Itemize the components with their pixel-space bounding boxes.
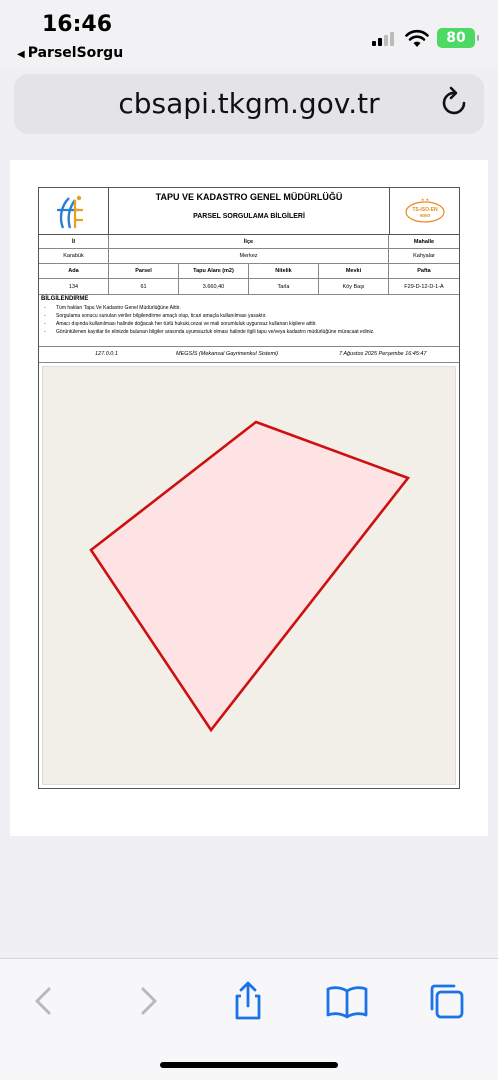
footer-system: MEGSİS (Mekansal Gayrimenkul Sistemi) xyxy=(176,351,279,357)
parcel-map-svg xyxy=(43,367,457,786)
report-footer xyxy=(39,347,459,363)
value-pafta: F29-D-12-D-1-A xyxy=(404,283,444,290)
tabs-icon[interactable] xyxy=(424,979,468,1023)
bookmarks-icon[interactable] xyxy=(325,979,369,1023)
value-nitelik: Tarla xyxy=(249,279,319,294)
header-tapu-alani: Tapu Alanı (m2) xyxy=(179,264,249,278)
info-section: BİLGİLENDİRME - Tüm hakları Tapu Ve Kadastro Genel Müdürlüğüne Aittir. - Sorgulama sonucu sunulan veriler bilgilendirme amaçlı olup, ticari amaçla kullanılması yasaktır. - Amacı dışında kullanılması halinde doğacak her türlü hukuki,cezai ve mali sorumluluk uygunsuz kullanan kişilere aittir. - Görüntülenen kayıtlar ile elinizde bulunan bilgiler arasında uyumsuzluk olması halinde ilgili tapu ve/veya kadastro müdürlüğüne müracaat ediniz. xyxy=(39,295,459,347)
share-icon[interactable] xyxy=(226,979,270,1023)
back-to-app-link[interactable] xyxy=(17,45,123,61)
home-indicator[interactable] xyxy=(160,1062,338,1068)
value-mahalle: Kahyalar xyxy=(413,253,435,259)
parcel-value-row xyxy=(39,279,459,295)
reload-icon[interactable] xyxy=(440,86,470,120)
location-header-row xyxy=(39,235,459,249)
parcel-polygon[interactable] xyxy=(91,422,408,730)
header-mahalle: Mahalle xyxy=(413,238,435,245)
value-ada: 134 xyxy=(39,279,109,294)
header-il: İl xyxy=(39,235,109,248)
header-ada: Ada xyxy=(39,264,109,278)
header-nitelik: Nitelik xyxy=(249,264,319,278)
battery-indicator: 80 xyxy=(437,28,475,48)
value-tapu-alani: 3.660,40 xyxy=(179,279,249,294)
header-pafta: Pafta xyxy=(417,268,431,274)
iso-seal-icon xyxy=(390,188,460,235)
tkgm-logo-icon xyxy=(39,188,109,235)
report-header xyxy=(39,188,459,235)
wifi-icon xyxy=(405,28,429,48)
back-icon[interactable] xyxy=(22,979,66,1023)
value-parsel: 61 xyxy=(109,279,179,294)
back-app-label: ParselSorgu xyxy=(27,45,124,61)
seal-text-1: TS-ISO-EN xyxy=(412,207,438,213)
footer-ip: 127.0.0.1 xyxy=(95,351,118,357)
value-ilce: Merkez xyxy=(109,249,389,263)
info-title: BİLGİLENDİRME xyxy=(41,296,89,302)
header-mevki: Mevki xyxy=(319,264,389,278)
parcel-header-row xyxy=(39,264,459,279)
value-mevki: Köy Başı xyxy=(319,279,389,294)
report-subtitle: PARSEL SORGULAMA BİLGİLERİ xyxy=(193,213,305,220)
location-value-row xyxy=(39,249,459,264)
tkgm-logo xyxy=(39,188,109,235)
value-il: Karabük xyxy=(39,249,109,263)
forward-icon[interactable] xyxy=(126,979,170,1023)
back-triangle-icon: ◀ xyxy=(17,49,25,60)
header-ilce: İlçe xyxy=(109,235,389,248)
url-text: cbsapi.tkgm.gov.tr xyxy=(118,87,380,120)
iso-seal xyxy=(389,188,459,235)
address-bar[interactable] xyxy=(14,74,484,134)
cellular-signal-icon xyxy=(372,32,398,46)
parcel-report xyxy=(38,187,460,789)
footer-datetime: 7 Ağustos 2025 Perşembe 16:45:47 xyxy=(339,351,427,357)
parcel-map[interactable] xyxy=(42,366,456,785)
seal-text-2: 9000 xyxy=(419,213,431,218)
status-bar xyxy=(0,0,498,66)
status-time: 16:46 xyxy=(42,12,113,37)
svg-text:★ ★: ★ ★ xyxy=(420,197,430,202)
report-title: TAPU VE KADASTRO GENEL MÜDÜRLÜĞÜ xyxy=(155,192,343,202)
header-parsel: Parsel xyxy=(109,264,179,278)
